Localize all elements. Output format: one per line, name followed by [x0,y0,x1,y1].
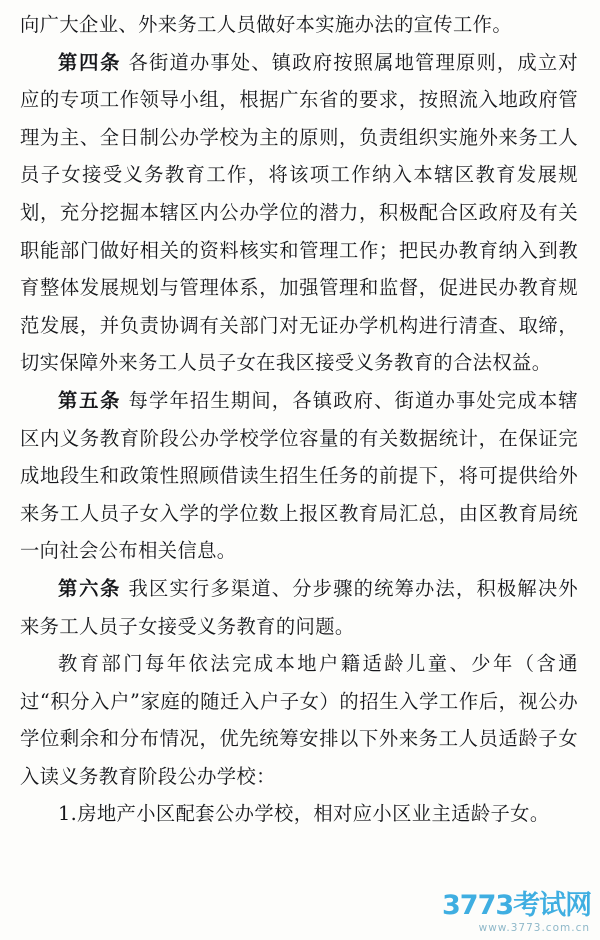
paragraph-item-1 [20,795,578,833]
paragraph-text: 我区实行多渠道、分步骤的统筹办法，积极解决外来务工人员子女接受义务教育的问题。 [20,576,579,638]
watermark-site-name: 考试网 [513,890,592,921]
paragraph-article-4 [20,44,578,382]
paragraph-text: 每学年招生期间，各镇政府、街道办事处完成本辖区内义务教育阶段公办学校学位容量的有关数据统计，在保证完成地段生和政策性照顾借读生招生任务的前提下，将可提供给外来务工人员子女入学的学位数上报区教育局汇总，由区教育局统一向社会公布相关信息。 [20,388,579,563]
article-label-5: 第五条 [58,388,122,412]
paragraph-education-dept [20,645,578,795]
paragraph-text: 教育部门每年依法完成本地户籍适龄儿童、少年（含通过“积分入户”家庭的随迁入户子女）的招生入学工作后，视公办学位剩余和分布情况，优先统筹安排以下外来务工人员适龄子女入读义务教育阶段公办学校： [20,652,578,788]
watermark [442,886,592,934]
article-label-4: 第四条 [58,50,122,74]
article-label-6: 第六条 [58,576,122,600]
paragraph-intro-continued [20,6,578,44]
paragraph-article-6 [20,570,578,645]
watermark-main-text [442,883,591,922]
watermark-number: 3773 [442,890,514,921]
watermark-url: www.3773.com.cn [478,922,590,934]
paragraph-text: 各街道办事处、镇政府按照属地管理原则，成立对应的专项工作领导小组，根据广东省的要求，按照流入地政府管理为主、全日制公办学校为主的原则，负责组织实施外来务工人员子女接受义务教育工作，将该项工作纳入本辖区教育发展规划，充分挖掘本辖区内公办学位的潜力，积极配合区政府及有关职能部门做好相关的资料核实和管理工作；把民办教育纳入到教育整体发展规划与管理体系，加强管理和监督，促进民办教育规范发展，并负责协调有关部门对无证办学机构进行清查、取缔，切实保障外来务工人员子女在我区接受义务教育的合法权益。 [20,50,579,375]
paragraph-text: 向广大企业、外来务工人员做好本实施办法的宣传工作。 [20,13,513,36]
paragraph-text: 1.房地产小区配套公办学校，相对应小区业主适龄子女。 [58,802,550,826]
paragraph-article-5 [20,382,578,570]
